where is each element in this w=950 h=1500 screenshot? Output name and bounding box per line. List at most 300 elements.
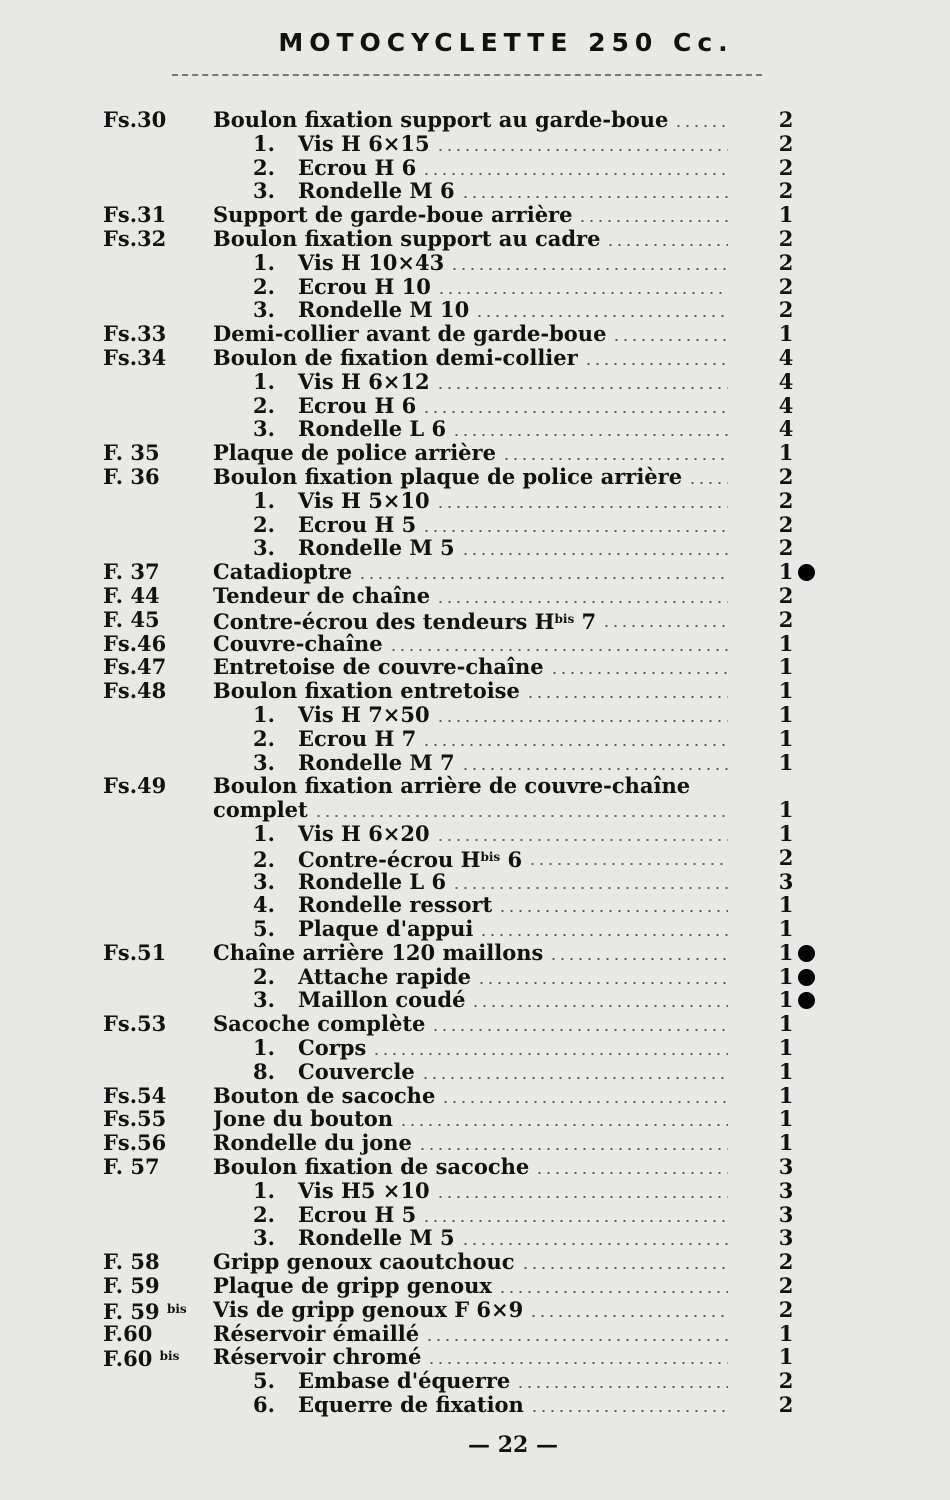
part-quantity: 1 bbox=[778, 701, 794, 727]
part-name: Vis de gripp genoux F 6×9 bbox=[213, 1297, 524, 1322]
part-name: Plaque d'appui bbox=[298, 917, 474, 942]
list-item bbox=[0, 394, 950, 418]
part-quantity: 2 bbox=[778, 107, 794, 132]
leader-dots bbox=[452, 434, 728, 436]
part-description bbox=[213, 560, 728, 584]
part-code: F. 37 bbox=[103, 559, 160, 585]
leader-dots bbox=[358, 577, 728, 579]
part-name: Réservoir émaillé bbox=[213, 1321, 420, 1346]
sub-item-number: 3. bbox=[253, 750, 275, 775]
part-code: Fs.32 bbox=[103, 225, 167, 251]
list-item bbox=[0, 1274, 950, 1298]
leader-dots bbox=[422, 744, 728, 746]
part-name: Contre-écrou des tendeurs $H^{bis}$ 7 bbox=[213, 608, 597, 632]
sub-item-number: 3. bbox=[253, 179, 275, 204]
list-item bbox=[0, 417, 950, 441]
leader-dots bbox=[550, 672, 728, 674]
part-description bbox=[213, 774, 728, 798]
list-item bbox=[0, 632, 950, 656]
part-name: Rondelle M 10 bbox=[298, 298, 470, 323]
leader-dots bbox=[584, 363, 728, 365]
part-quantity: 1 bbox=[778, 1058, 794, 1084]
bullet-icon bbox=[798, 945, 815, 962]
list-item bbox=[0, 727, 950, 751]
part-description bbox=[253, 513, 728, 537]
part-description bbox=[253, 156, 728, 180]
part-description bbox=[253, 275, 728, 299]
leader-dots bbox=[529, 1315, 728, 1317]
list-item bbox=[0, 322, 950, 346]
part-quantity: 1 bbox=[778, 892, 794, 918]
sub-item-number: 3. bbox=[253, 536, 275, 561]
part-code: F. 58 bbox=[103, 1249, 160, 1275]
part-quantity: 1 bbox=[778, 963, 794, 989]
part-quantity: 2 bbox=[778, 297, 794, 323]
part-quantity: 1 bbox=[778, 797, 794, 823]
leader-dots bbox=[431, 1029, 728, 1031]
list-item bbox=[0, 346, 950, 370]
part-description bbox=[213, 1250, 728, 1274]
list-item bbox=[0, 1107, 950, 1131]
list-item bbox=[0, 441, 950, 465]
part-name: Embase d'équerre bbox=[298, 1369, 511, 1394]
part-quantity: 2 bbox=[778, 178, 794, 204]
part-code: Fs.46 bbox=[103, 630, 167, 656]
list-item bbox=[0, 251, 950, 275]
part-quantity: 1 bbox=[778, 630, 794, 656]
sub-item-number: 1. bbox=[253, 821, 275, 846]
header-rule bbox=[172, 74, 762, 76]
part-quantity: 2 bbox=[778, 1392, 794, 1418]
list-item bbox=[0, 1131, 950, 1155]
part-name: Jone du bouton bbox=[213, 1107, 394, 1132]
part-quantity: 1 bbox=[778, 820, 794, 846]
leader-dots bbox=[422, 1220, 728, 1222]
part-name: Ecrou H 6 bbox=[298, 393, 417, 418]
part-name: Corps bbox=[298, 1036, 367, 1061]
sub-item-number: 5. bbox=[253, 917, 275, 942]
part-code: F. 35 bbox=[103, 440, 160, 466]
part-code: Fs.33 bbox=[103, 321, 167, 347]
sub-item-number: 2. bbox=[253, 964, 275, 989]
part-description bbox=[213, 584, 728, 608]
part-name: Entretoise de couvre-chaîne bbox=[213, 655, 544, 680]
leader-dots bbox=[372, 1053, 728, 1055]
leader-dots bbox=[674, 125, 728, 127]
part-code: Fs.34 bbox=[103, 344, 167, 370]
part-name: Rondelle M 5 bbox=[298, 536, 455, 561]
part-name: Vis H 10×43 bbox=[298, 250, 445, 275]
leader-dots bbox=[477, 982, 728, 984]
list-item bbox=[0, 679, 950, 703]
part-description bbox=[213, 608, 728, 632]
part-description bbox=[213, 322, 728, 346]
part-description bbox=[253, 1179, 728, 1203]
part-quantity: 1 bbox=[778, 1130, 794, 1156]
part-name: Boulon fixation plaque de police arrière bbox=[213, 464, 683, 489]
part-name: Catadioptre bbox=[213, 560, 353, 585]
list-item bbox=[0, 298, 950, 322]
leader-dots bbox=[418, 1148, 728, 1150]
part-quantity: 1 bbox=[778, 321, 794, 347]
part-description bbox=[253, 394, 728, 418]
sub-item-number: 1. bbox=[253, 488, 275, 513]
leader-dots bbox=[530, 1410, 728, 1412]
leader-dots bbox=[436, 720, 728, 722]
list-item bbox=[0, 846, 950, 870]
part-quantity: 4 bbox=[778, 344, 794, 370]
part-quantity: 2 bbox=[778, 154, 794, 180]
part-quantity: 1 bbox=[778, 1344, 794, 1370]
part-description bbox=[253, 893, 728, 917]
part-name: Vis H5 ×10 bbox=[298, 1178, 430, 1203]
list-item bbox=[0, 941, 950, 965]
list-item bbox=[0, 489, 950, 513]
part-quantity: 2 bbox=[778, 535, 794, 561]
part-description bbox=[213, 1274, 728, 1298]
list-item bbox=[0, 1036, 950, 1060]
leader-dots bbox=[421, 1077, 728, 1079]
list-item bbox=[0, 822, 950, 846]
sub-item-number: 2. bbox=[253, 1202, 275, 1227]
leader-dots bbox=[422, 530, 728, 532]
part-description bbox=[253, 489, 728, 513]
leader-dots bbox=[461, 196, 728, 198]
part-name: Rondelle L 6 bbox=[298, 869, 447, 894]
part-description bbox=[213, 1084, 728, 1108]
leader-dots bbox=[549, 958, 728, 960]
part-name: Sacoche complète bbox=[213, 1012, 426, 1037]
part-name: Rondelle M 5 bbox=[298, 1226, 455, 1251]
leader-dots bbox=[422, 173, 728, 175]
list-item bbox=[0, 1226, 950, 1250]
part-quantity: 2 bbox=[778, 273, 794, 299]
bullet-icon bbox=[798, 992, 815, 1009]
list-item bbox=[0, 108, 950, 132]
part-quantity: 1 bbox=[778, 916, 794, 942]
part-quantity: 2 bbox=[778, 1296, 794, 1322]
part-description bbox=[213, 941, 728, 965]
leader-dots bbox=[535, 1172, 728, 1174]
leader-dots bbox=[441, 1101, 728, 1103]
part-description bbox=[253, 132, 728, 156]
parts-list bbox=[0, 108, 950, 1417]
part-name: Bouton de sacoche bbox=[213, 1083, 436, 1108]
leader-dots bbox=[606, 244, 728, 246]
bullet-icon bbox=[798, 564, 815, 581]
part-name-suffix: bis bbox=[480, 849, 501, 864]
list-item bbox=[0, 275, 950, 299]
list-item bbox=[0, 1060, 950, 1084]
part-description bbox=[253, 1369, 728, 1393]
part-name: Contre-écrou $H^{bis}$ 6 bbox=[298, 846, 523, 870]
part-name: Vis H 7×50 bbox=[298, 702, 430, 727]
part-code: F. 57 bbox=[103, 1154, 160, 1180]
leader-dots bbox=[461, 768, 728, 770]
part-name: Rondelle M 6 bbox=[298, 179, 455, 204]
part-code: F. 59 $^{bis}$ bbox=[103, 1298, 187, 1324]
part-quantity: 2 bbox=[778, 249, 794, 275]
leader-dots bbox=[436, 1196, 728, 1198]
part-quantity: 4 bbox=[778, 392, 794, 418]
part-code: F. 59 bbox=[103, 1273, 160, 1299]
part-name: Rondelle ressort bbox=[298, 893, 493, 918]
list-item bbox=[0, 1012, 950, 1036]
part-name: Couvercle bbox=[298, 1059, 415, 1084]
page-number: — 22 — bbox=[468, 1432, 558, 1458]
part-quantity: 1 bbox=[778, 202, 794, 228]
part-name: Boulon fixation support au cadre bbox=[213, 226, 601, 251]
part-name: Maillon coudé bbox=[298, 988, 466, 1013]
part-description bbox=[253, 965, 728, 989]
part-name: Chaîne arrière 120 maillons bbox=[213, 940, 544, 965]
sub-item-number: 2. bbox=[253, 155, 275, 180]
part-quantity: 1 bbox=[778, 654, 794, 680]
list-item bbox=[0, 917, 950, 941]
part-quantity: 2 bbox=[778, 463, 794, 489]
part-description bbox=[213, 655, 728, 679]
part-description bbox=[213, 441, 728, 465]
list-item bbox=[0, 1344, 950, 1372]
leader-dots bbox=[436, 149, 728, 151]
part-description bbox=[253, 536, 728, 560]
sub-item-number: 2. bbox=[253, 274, 275, 299]
sub-item-number: 3. bbox=[253, 298, 275, 323]
sub-item-number: 2. bbox=[253, 726, 275, 751]
part-quantity: 1 bbox=[778, 678, 794, 704]
leader-dots bbox=[437, 292, 728, 294]
part-name: Vis H 6×15 bbox=[298, 131, 430, 156]
part-quantity: 2 bbox=[778, 487, 794, 513]
leader-dots bbox=[452, 887, 728, 889]
part-description bbox=[213, 679, 728, 703]
part-quantity: 1 bbox=[778, 1035, 794, 1061]
part-code: F.60 bbox=[103, 1320, 153, 1346]
list-item bbox=[0, 988, 950, 1012]
list-item bbox=[0, 156, 950, 180]
part-name: Plaque de police arrière bbox=[213, 441, 496, 466]
part-name: Boulon fixation de sacoche bbox=[213, 1155, 530, 1180]
part-description bbox=[253, 1203, 728, 1227]
part-code: Fs.56 bbox=[103, 1130, 167, 1156]
part-code: F. 36 bbox=[103, 463, 160, 489]
list-item bbox=[0, 608, 950, 632]
leader-dots bbox=[578, 220, 728, 222]
sub-item-number: 5. bbox=[253, 1369, 275, 1394]
part-name: Couvre-chaîne bbox=[213, 631, 383, 656]
sub-item-number: 2. bbox=[253, 846, 275, 870]
list-item bbox=[0, 893, 950, 917]
leader-dots bbox=[528, 863, 728, 865]
part-description bbox=[253, 1226, 728, 1250]
leader-dots bbox=[422, 411, 728, 413]
part-description bbox=[213, 1107, 728, 1131]
leader-dots bbox=[498, 1291, 728, 1293]
list-item bbox=[0, 465, 950, 489]
list-item bbox=[0, 1393, 950, 1417]
part-quantity: 3 bbox=[778, 1201, 794, 1227]
sub-item-number: 2. bbox=[253, 393, 275, 418]
list-item bbox=[0, 370, 950, 394]
part-description bbox=[213, 1345, 728, 1369]
list-item bbox=[0, 1179, 950, 1203]
part-quantity: 2 bbox=[778, 1273, 794, 1299]
part-code-suffix: bis bbox=[166, 1301, 187, 1316]
list-item bbox=[0, 1203, 950, 1227]
part-description bbox=[213, 1012, 728, 1036]
list-item bbox=[0, 1155, 950, 1179]
part-quantity: 4 bbox=[778, 416, 794, 442]
part-quantity: 2 bbox=[778, 844, 794, 870]
sub-item-number: 4. bbox=[253, 893, 275, 918]
list-item bbox=[0, 774, 950, 798]
leader-dots bbox=[461, 1243, 728, 1245]
part-description bbox=[253, 727, 728, 751]
part-code: Fs.54 bbox=[103, 1082, 167, 1108]
part-quantity: 2 bbox=[778, 1368, 794, 1394]
part-quantity: 2 bbox=[778, 511, 794, 537]
leader-dots bbox=[399, 1124, 728, 1126]
part-name: Tendeur de chaîne bbox=[213, 583, 431, 608]
list-item bbox=[0, 1369, 950, 1393]
sub-item-number: 1. bbox=[253, 250, 275, 275]
part-name: Ecrou H 6 bbox=[298, 155, 417, 180]
part-name: Gripp genoux caoutchouc bbox=[213, 1250, 515, 1275]
leader-dots bbox=[521, 1267, 728, 1269]
part-code: F. 44 bbox=[103, 582, 160, 608]
leader-dots bbox=[461, 553, 728, 555]
part-description bbox=[253, 1060, 728, 1084]
part-code: Fs.51 bbox=[103, 939, 167, 965]
part-description bbox=[213, 346, 728, 370]
leader-dots bbox=[436, 506, 728, 508]
part-name: Demi-collier avant de garde-boue bbox=[213, 322, 607, 347]
part-code: F.60 $^{bis}$ bbox=[103, 1346, 180, 1372]
sub-item-number: 3. bbox=[253, 1226, 275, 1251]
part-quantity: 2 bbox=[778, 582, 794, 608]
part-description bbox=[253, 917, 728, 941]
part-code: Fs.55 bbox=[103, 1106, 167, 1132]
part-name: Ecrou H 10 bbox=[298, 274, 431, 299]
leader-dots bbox=[502, 458, 728, 460]
list-item bbox=[0, 179, 950, 203]
part-description bbox=[213, 465, 728, 489]
list-item bbox=[0, 870, 950, 894]
sub-item-number: 1. bbox=[253, 1036, 275, 1061]
part-name: Ecrou H 5 bbox=[298, 512, 417, 537]
part-description bbox=[253, 846, 728, 870]
part-description bbox=[253, 370, 728, 394]
part-code: F. 45 bbox=[103, 606, 160, 632]
part-quantity: 3 bbox=[778, 1154, 794, 1180]
part-name: Vis H 5×10 bbox=[298, 488, 430, 513]
leader-dots bbox=[436, 839, 728, 841]
part-quantity: 1 bbox=[778, 1082, 794, 1108]
part-description bbox=[213, 1322, 728, 1346]
part-name: Rondelle L 6 bbox=[298, 417, 447, 442]
list-item bbox=[0, 1322, 950, 1346]
list-item bbox=[0, 132, 950, 156]
part-name: complet bbox=[213, 798, 308, 823]
leader-dots bbox=[314, 815, 728, 817]
part-name: Rondelle M 7 bbox=[298, 750, 455, 775]
part-quantity: 1 bbox=[778, 1011, 794, 1037]
list-item bbox=[0, 513, 950, 537]
list-item bbox=[0, 560, 950, 584]
list-item bbox=[0, 798, 950, 822]
leader-dots bbox=[612, 339, 728, 341]
part-quantity: 2 bbox=[778, 606, 794, 632]
list-item bbox=[0, 1250, 950, 1274]
leader-dots bbox=[475, 315, 728, 317]
leader-dots bbox=[436, 601, 728, 603]
part-name: Ecrou H 7 bbox=[298, 726, 417, 751]
part-name: Boulon de fixation demi-collier bbox=[213, 345, 578, 370]
leader-dots bbox=[479, 934, 728, 936]
part-description bbox=[253, 417, 728, 441]
leader-dots bbox=[688, 482, 728, 484]
part-name: Equerre de fixation bbox=[298, 1393, 524, 1418]
part-description bbox=[253, 703, 728, 727]
leader-dots bbox=[602, 625, 728, 627]
list-item bbox=[0, 703, 950, 727]
part-quantity: 2 bbox=[778, 1249, 794, 1275]
list-item bbox=[0, 965, 950, 989]
part-code: Fs.48 bbox=[103, 678, 167, 704]
sub-item-number: 2. bbox=[253, 512, 275, 537]
part-quantity: 3 bbox=[778, 1177, 794, 1203]
part-name: Attache rapide bbox=[298, 964, 472, 989]
leader-dots bbox=[516, 1386, 728, 1388]
list-item bbox=[0, 751, 950, 775]
part-quantity: 3 bbox=[778, 1225, 794, 1251]
sub-item-number: 3. bbox=[253, 988, 275, 1013]
leader-dots bbox=[526, 696, 728, 698]
leader-dots bbox=[425, 1339, 728, 1341]
part-description bbox=[213, 1298, 728, 1322]
list-item bbox=[0, 655, 950, 679]
part-quantity: 1 bbox=[778, 939, 794, 965]
part-quantity: 3 bbox=[778, 868, 794, 894]
part-code: Fs.47 bbox=[103, 654, 167, 680]
sub-item-number: 8. bbox=[253, 1059, 275, 1084]
part-description bbox=[253, 1036, 728, 1060]
sub-item-number: 1. bbox=[253, 1178, 275, 1203]
part-description bbox=[253, 870, 728, 894]
sub-item-number: 1. bbox=[253, 702, 275, 727]
part-description bbox=[213, 632, 728, 656]
part-name: Boulon fixation support au garde-boue bbox=[213, 108, 669, 132]
part-description bbox=[213, 798, 728, 822]
part-quantity: 1 bbox=[778, 1106, 794, 1132]
part-quantity: 2 bbox=[778, 130, 794, 156]
list-item bbox=[0, 1298, 950, 1322]
part-name: Ecrou H 5 bbox=[298, 1202, 417, 1227]
part-quantity: 1 bbox=[778, 559, 794, 585]
part-description bbox=[213, 203, 728, 227]
part-description bbox=[253, 822, 728, 846]
part-description bbox=[253, 298, 728, 322]
part-code: Fs.31 bbox=[103, 202, 167, 228]
leader-dots bbox=[427, 1362, 728, 1364]
part-description bbox=[213, 227, 728, 251]
part-name: Plaque de gripp genoux bbox=[213, 1274, 492, 1299]
sub-item-number: 3. bbox=[253, 417, 275, 442]
list-item bbox=[0, 203, 950, 227]
list-item bbox=[0, 584, 950, 608]
part-name: Rondelle du jone bbox=[213, 1131, 412, 1156]
sub-item-number: 6. bbox=[253, 1393, 275, 1418]
